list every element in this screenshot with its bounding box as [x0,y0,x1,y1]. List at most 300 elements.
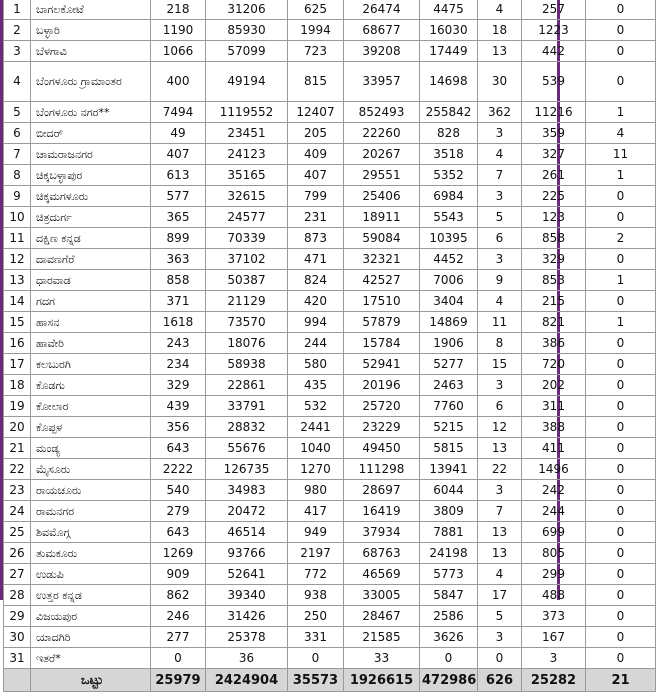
table-row [4,564,656,585]
district-data-table [3,0,656,692]
value-col-6: 5215 [420,417,478,438]
serial-number: 9 [4,186,31,207]
value-col-4: 331 [288,627,344,648]
value-col-3: 24123 [206,144,288,165]
value-col-4: 435 [288,375,344,396]
value-col-5: 852493 [344,102,420,123]
value-col-3: 36 [206,648,288,669]
table-row [4,585,656,606]
value-col-4: 625 [288,0,344,20]
value-col-3: 85930 [206,20,288,41]
value-col-5: 17510 [344,291,420,312]
district-name: ದಕ್ಷಿಣ ಕನ್ನಡ [31,228,151,249]
serial-number: 31 [4,648,31,669]
value-col-9: 0 [586,62,656,102]
value-col-2: 613 [151,165,206,186]
table-row [4,144,656,165]
value-col-4: 409 [288,144,344,165]
serial-number: 5 [4,102,31,123]
district-name: ಬಳ್ಳಾರಿ [31,20,151,41]
value-col-7: 3 [478,627,522,648]
value-col-8: 359 [522,123,586,144]
value-col-5: 52941 [344,354,420,375]
value-col-8: 699 [522,522,586,543]
serial-number: 20 [4,417,31,438]
value-col-6: 1906 [420,333,478,354]
serial-number: 23 [4,480,31,501]
value-col-3: 20472 [206,501,288,522]
total-value-col-4: 35573 [288,669,344,692]
total-label: ಒಟ್ಟು [31,669,151,692]
total-value-col-2: 25979 [151,669,206,692]
district-name: ಬೆಂಗಳೂರು ನಗರ** [31,102,151,123]
serial-number: 12 [4,249,31,270]
value-col-3: 34983 [206,480,288,501]
district-name: ಯಾದಗಿರಿ [31,627,151,648]
value-col-6: 4475 [420,0,478,20]
value-col-8: 411 [522,438,586,459]
district-name: ಚಾಮರಾಜನಗರ [31,144,151,165]
value-col-4: 799 [288,186,344,207]
value-col-2: 858 [151,270,206,291]
serial-number: 25 [4,522,31,543]
value-col-4: 2197 [288,543,344,564]
serial-number: 18 [4,375,31,396]
value-col-7: 4 [478,0,522,20]
serial-number: 10 [4,207,31,228]
value-col-3: 55676 [206,438,288,459]
value-col-5: 33957 [344,62,420,102]
value-col-2: 1618 [151,312,206,333]
value-col-8: 442 [522,41,586,62]
value-col-2: 234 [151,354,206,375]
total-value-col-6: 472986 [420,669,478,692]
value-col-8: 261 [522,165,586,186]
value-col-5: 15784 [344,333,420,354]
value-col-5: 33005 [344,585,420,606]
serial-number: 13 [4,270,31,291]
value-col-2: 899 [151,228,206,249]
value-col-6: 2463 [420,375,478,396]
value-col-4: 1994 [288,20,344,41]
value-col-5: 20196 [344,375,420,396]
value-col-3: 39340 [206,585,288,606]
district-name: ಚಿಕ್ಕಬಳ್ಳಾಪುರ [31,165,151,186]
table-row [4,333,656,354]
value-col-6: 5277 [420,354,478,375]
value-col-4: 1040 [288,438,344,459]
value-col-6: 13941 [420,459,478,480]
table-row [4,480,656,501]
district-name: ತುಮಕೂರು [31,543,151,564]
value-col-5: 49450 [344,438,420,459]
value-col-5: 68763 [344,543,420,564]
value-col-8: 257 [522,0,586,20]
serial-number: 24 [4,501,31,522]
value-col-2: 371 [151,291,206,312]
district-name: ಇತರೆ* [31,648,151,669]
value-col-4: 417 [288,501,344,522]
table-row [4,627,656,648]
value-col-6: 7881 [420,522,478,543]
value-col-6: 3626 [420,627,478,648]
value-col-9: 0 [586,20,656,41]
serial-number: 29 [4,606,31,627]
value-col-8: 720 [522,354,586,375]
table-row [4,20,656,41]
serial-number: 19 [4,396,31,417]
value-col-8: 1496 [522,459,586,480]
district-name: ಹಾವೇರಿ [31,333,151,354]
value-col-3: 1119552 [206,102,288,123]
table-row [4,186,656,207]
total-serial-cell [4,669,31,692]
value-col-3: 18076 [206,333,288,354]
value-col-6: 14869 [420,312,478,333]
value-col-2: 2222 [151,459,206,480]
value-col-3: 24577 [206,207,288,228]
value-col-4: 815 [288,62,344,102]
value-col-6: 5847 [420,585,478,606]
value-col-2: 243 [151,333,206,354]
value-col-9: 2 [586,228,656,249]
value-col-4: 2441 [288,417,344,438]
value-col-8: 858 [522,228,586,249]
table-row [4,291,656,312]
value-col-7: 3 [478,480,522,501]
value-col-9: 0 [586,627,656,648]
district-name: ಮೈಸೂರು [31,459,151,480]
value-col-8: 388 [522,417,586,438]
value-col-6: 6984 [420,186,478,207]
district-name: ದಾವಣಗೆರೆ [31,249,151,270]
total-value-col-3: 2424904 [206,669,288,692]
serial-number: 2 [4,20,31,41]
value-col-7: 15 [478,354,522,375]
value-col-9: 0 [586,396,656,417]
value-col-2: 365 [151,207,206,228]
value-col-3: 126735 [206,459,288,480]
value-col-9: 0 [586,543,656,564]
value-col-8: 853 [522,270,586,291]
district-name: ಮಂಡ್ಯ [31,438,151,459]
value-col-9: 1 [586,312,656,333]
value-col-6: 828 [420,123,478,144]
value-col-5: 29551 [344,165,420,186]
value-col-4: 580 [288,354,344,375]
table-row [4,270,656,291]
serial-number: 11 [4,228,31,249]
table-row [4,396,656,417]
value-col-9: 0 [586,375,656,396]
value-col-2: 407 [151,144,206,165]
value-col-7: 3 [478,123,522,144]
value-col-6: 7006 [420,270,478,291]
value-col-9: 0 [586,186,656,207]
district-name: ಹಾಸನ [31,312,151,333]
value-col-4: 980 [288,480,344,501]
value-col-2: 400 [151,62,206,102]
table-row [4,165,656,186]
value-col-5: 59084 [344,228,420,249]
value-col-2: 329 [151,375,206,396]
value-col-8: 488 [522,585,586,606]
table-row [4,207,656,228]
value-col-3: 31426 [206,606,288,627]
value-col-7: 7 [478,501,522,522]
value-col-5: 57879 [344,312,420,333]
value-col-8: 202 [522,375,586,396]
serial-number: 22 [4,459,31,480]
value-col-7: 4 [478,564,522,585]
value-col-2: 1066 [151,41,206,62]
value-col-6: 5815 [420,438,478,459]
total-row [4,669,656,692]
value-col-9: 0 [586,354,656,375]
value-col-5: 21585 [344,627,420,648]
value-col-7: 13 [478,41,522,62]
value-col-3: 28832 [206,417,288,438]
value-col-2: 643 [151,438,206,459]
value-col-7: 11 [478,312,522,333]
value-col-7: 5 [478,606,522,627]
value-col-9: 0 [586,606,656,627]
value-col-9: 0 [586,291,656,312]
value-col-5: 20267 [344,144,420,165]
value-col-8: 299 [522,564,586,585]
value-col-8: 311 [522,396,586,417]
value-col-4: 12407 [288,102,344,123]
value-col-7: 6 [478,396,522,417]
value-col-8: 329 [522,249,586,270]
value-col-2: 363 [151,249,206,270]
value-col-7: 30 [478,62,522,102]
value-col-5: 46569 [344,564,420,585]
value-col-7: 6 [478,228,522,249]
value-col-7: 17 [478,585,522,606]
serial-number: 15 [4,312,31,333]
value-col-2: 246 [151,606,206,627]
district-name: ಬೆಂಗಳೂರು ಗ್ರಾಮಾಂತರ [31,62,151,102]
value-col-4: 824 [288,270,344,291]
value-col-2: 277 [151,627,206,648]
value-col-3: 22861 [206,375,288,396]
value-col-9: 0 [586,207,656,228]
value-col-6: 3404 [420,291,478,312]
value-col-7: 13 [478,438,522,459]
value-col-7: 8 [478,333,522,354]
district-name: ಉತ್ತರ ಕನ್ನಡ [31,585,151,606]
district-name: ಕೊಡಗು [31,375,151,396]
value-col-8: 539 [522,62,586,102]
value-col-3: 25378 [206,627,288,648]
value-col-8: 11216 [522,102,586,123]
district-name: ರಾಯಚೂರು [31,480,151,501]
value-col-4: 244 [288,333,344,354]
value-col-4: 0 [288,648,344,669]
district-name: ಕಲಬುರಗಿ [31,354,151,375]
value-col-5: 111298 [344,459,420,480]
value-col-4: 250 [288,606,344,627]
table-row [4,41,656,62]
value-col-6: 5543 [420,207,478,228]
value-col-9: 4 [586,123,656,144]
value-col-3: 31206 [206,0,288,20]
value-col-5: 68677 [344,20,420,41]
total-value-col-7: 626 [478,669,522,692]
value-col-8: 3 [522,648,586,669]
value-col-5: 28467 [344,606,420,627]
value-col-3: 50387 [206,270,288,291]
table-row [4,123,656,144]
value-col-2: 577 [151,186,206,207]
value-col-6: 7760 [420,396,478,417]
value-col-7: 9 [478,270,522,291]
value-col-7: 22 [478,459,522,480]
value-col-5: 39208 [344,41,420,62]
table-row [4,102,656,123]
serial-number: 4 [4,62,31,102]
value-col-9: 0 [586,333,656,354]
value-col-9: 0 [586,417,656,438]
value-col-6: 255842 [420,102,478,123]
serial-number: 16 [4,333,31,354]
value-col-4: 938 [288,585,344,606]
value-col-7: 3 [478,249,522,270]
table-row [4,228,656,249]
total-value-col-5: 1926615 [344,669,420,692]
serial-number: 26 [4,543,31,564]
value-col-3: 49194 [206,62,288,102]
value-col-8: 373 [522,606,586,627]
value-col-2: 49 [151,123,206,144]
value-col-5: 33 [344,648,420,669]
value-col-5: 42527 [344,270,420,291]
value-col-5: 37934 [344,522,420,543]
value-col-2: 7494 [151,102,206,123]
total-value-col-9: 21 [586,669,656,692]
table-row [4,354,656,375]
table-row [4,648,656,669]
value-col-7: 7 [478,165,522,186]
value-col-2: 540 [151,480,206,501]
value-col-4: 994 [288,312,344,333]
value-col-6: 5773 [420,564,478,585]
value-col-8: 327 [522,144,586,165]
value-col-5: 26474 [344,0,420,20]
value-col-9: 0 [586,41,656,62]
table-row [4,522,656,543]
value-col-4: 532 [288,396,344,417]
value-col-3: 57099 [206,41,288,62]
value-col-4: 723 [288,41,344,62]
district-name: ಬೀದರ್ [31,123,151,144]
value-col-6: 10395 [420,228,478,249]
value-col-3: 46514 [206,522,288,543]
value-col-2: 643 [151,522,206,543]
value-col-3: 37102 [206,249,288,270]
value-col-6: 3809 [420,501,478,522]
value-col-3: 35165 [206,165,288,186]
value-col-3: 21129 [206,291,288,312]
value-col-9: 0 [586,438,656,459]
serial-number: 6 [4,123,31,144]
value-col-8: 1223 [522,20,586,41]
table-row [4,375,656,396]
serial-number: 17 [4,354,31,375]
serial-number: 1 [4,0,31,20]
table-row [4,606,656,627]
district-name: ಗದಗ [31,291,151,312]
value-col-9: 0 [586,459,656,480]
table-row [4,543,656,564]
value-col-9: 1 [586,270,656,291]
value-col-4: 205 [288,123,344,144]
value-col-5: 22260 [344,123,420,144]
value-col-9: 0 [586,501,656,522]
value-col-8: 386 [522,333,586,354]
value-col-4: 949 [288,522,344,543]
value-col-5: 28697 [344,480,420,501]
value-col-7: 5 [478,207,522,228]
value-col-9: 11 [586,144,656,165]
district-name: ಬಾಗಲಕೋಟೆ [31,0,151,20]
value-col-2: 909 [151,564,206,585]
serial-number: 3 [4,41,31,62]
value-col-3: 52641 [206,564,288,585]
value-col-7: 3 [478,186,522,207]
serial-number: 30 [4,627,31,648]
value-col-7: 12 [478,417,522,438]
value-col-2: 439 [151,396,206,417]
serial-number: 8 [4,165,31,186]
value-col-5: 23229 [344,417,420,438]
table-row [4,62,656,102]
district-name: ವಿಜಯಪುರ [31,606,151,627]
value-col-9: 0 [586,522,656,543]
value-col-5: 25720 [344,396,420,417]
district-name: ಧಾರವಾಡ [31,270,151,291]
table-row [4,249,656,270]
value-col-8: 123 [522,207,586,228]
value-col-8: 215 [522,291,586,312]
value-col-6: 16030 [420,20,478,41]
value-col-5: 32321 [344,249,420,270]
district-name: ಕೊಪ್ಪಳ [31,417,151,438]
value-col-5: 18911 [344,207,420,228]
serial-number: 27 [4,564,31,585]
value-col-3: 33791 [206,396,288,417]
table-row [4,438,656,459]
value-col-5: 16419 [344,501,420,522]
value-col-9: 1 [586,102,656,123]
value-col-6: 5352 [420,165,478,186]
value-col-2: 1190 [151,20,206,41]
value-col-6: 3518 [420,144,478,165]
value-col-7: 0 [478,648,522,669]
value-col-2: 862 [151,585,206,606]
value-col-2: 356 [151,417,206,438]
district-name: ಕೋಲಾರ [31,396,151,417]
value-col-9: 1 [586,165,656,186]
table-row [4,459,656,480]
value-col-7: 362 [478,102,522,123]
table-row [4,501,656,522]
value-col-7: 4 [478,144,522,165]
value-col-7: 4 [478,291,522,312]
value-col-6: 24198 [420,543,478,564]
value-col-3: 70339 [206,228,288,249]
